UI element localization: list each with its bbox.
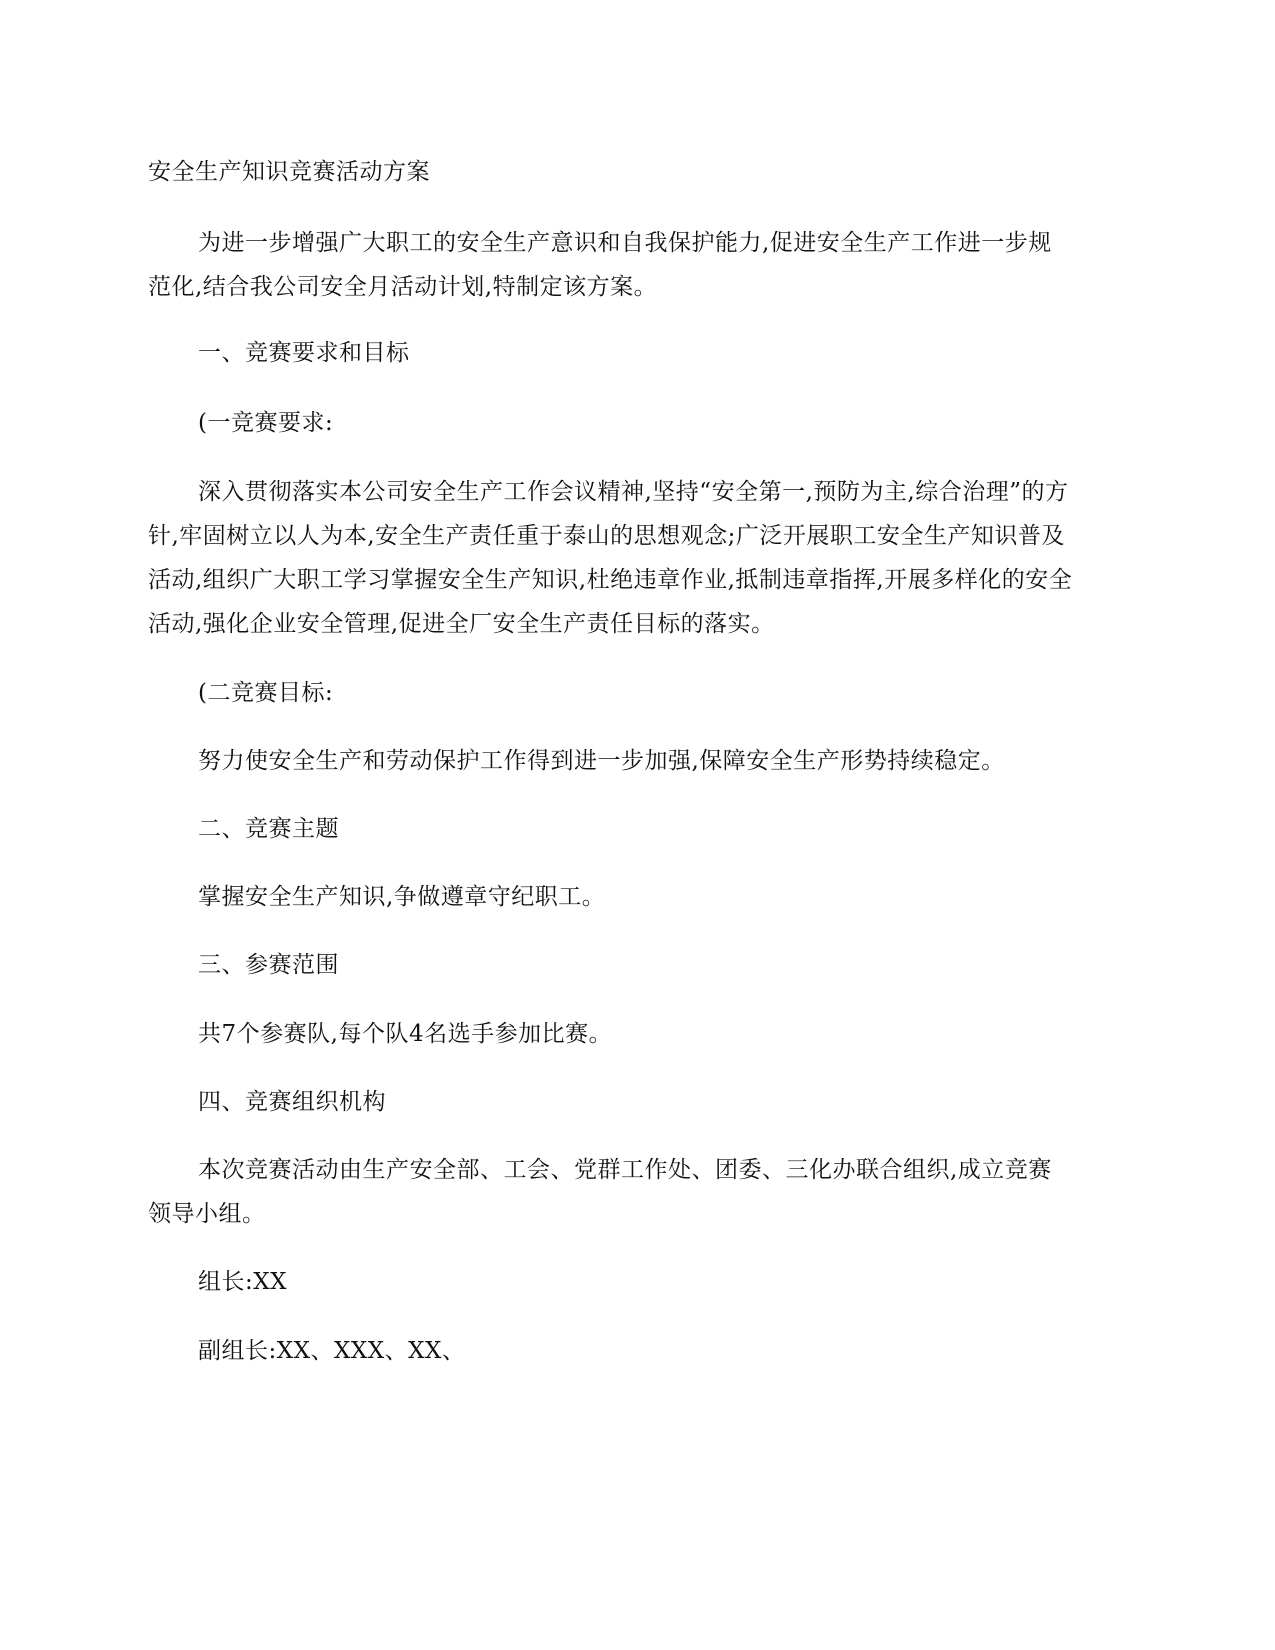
subsection-2-heading: (二竞赛目标: bbox=[198, 680, 334, 706]
goals-text: 努力使安全生产和劳动保护工作得到进一步加强,保障安全生产形势持续稳定。 bbox=[198, 748, 1005, 774]
intro-line-1: 为进一步增强广大职工的安全生产意识和自我保护能力,促进安全生产工作进一步规 bbox=[198, 230, 1052, 256]
requirements-line-4: 活动,强化企业安全管理,促进全厂安全生产责任目标的落实。 bbox=[148, 611, 775, 637]
leader-line: 组长:XX bbox=[198, 1269, 287, 1295]
deputy-leader-line: 副组长:XX、XXX、XX、 bbox=[198, 1338, 466, 1364]
requirements-line-1: 深入贯彻落实本公司安全生产工作会议精神,坚持“安全第一,预防为主,综合治理”的方 bbox=[198, 479, 1069, 505]
section-4-heading: 四、竞赛组织机构 bbox=[198, 1089, 386, 1115]
section-1-heading: 一、竞赛要求和目标 bbox=[198, 340, 410, 366]
section-2-heading: 二、竞赛主题 bbox=[198, 816, 339, 842]
scope-text: 共7个参赛队,每个队4名选手参加比赛。 bbox=[198, 1021, 613, 1047]
organization-line-1: 本次竞赛活动由生产安全部、工会、党群工作处、团委、三化办联合组织,成立竞赛 bbox=[198, 1157, 1052, 1183]
document-title: 安全生产知识竞赛活动方案 bbox=[148, 159, 430, 185]
requirements-line-2: 针,牢固树立以人为本,安全生产责任重于泰山的思想观念;广泛开展职工安全生产知识普及 bbox=[148, 523, 1065, 549]
intro-line-2: 范化,结合我公司安全月活动计划,特制定该方案。 bbox=[148, 274, 658, 300]
subsection-1-heading: (一竞赛要求: bbox=[198, 410, 334, 436]
section-3-heading: 三、参赛范围 bbox=[198, 952, 339, 978]
requirements-line-3: 活动,组织广大职工学习掌握安全生产知识,杜绝违章作业,抵制违章指挥,开展多样化的安全 bbox=[148, 567, 1073, 593]
organization-line-2: 领导小组。 bbox=[148, 1201, 266, 1227]
theme-text: 掌握安全生产知识,争做遵章守纪职工。 bbox=[198, 884, 606, 910]
